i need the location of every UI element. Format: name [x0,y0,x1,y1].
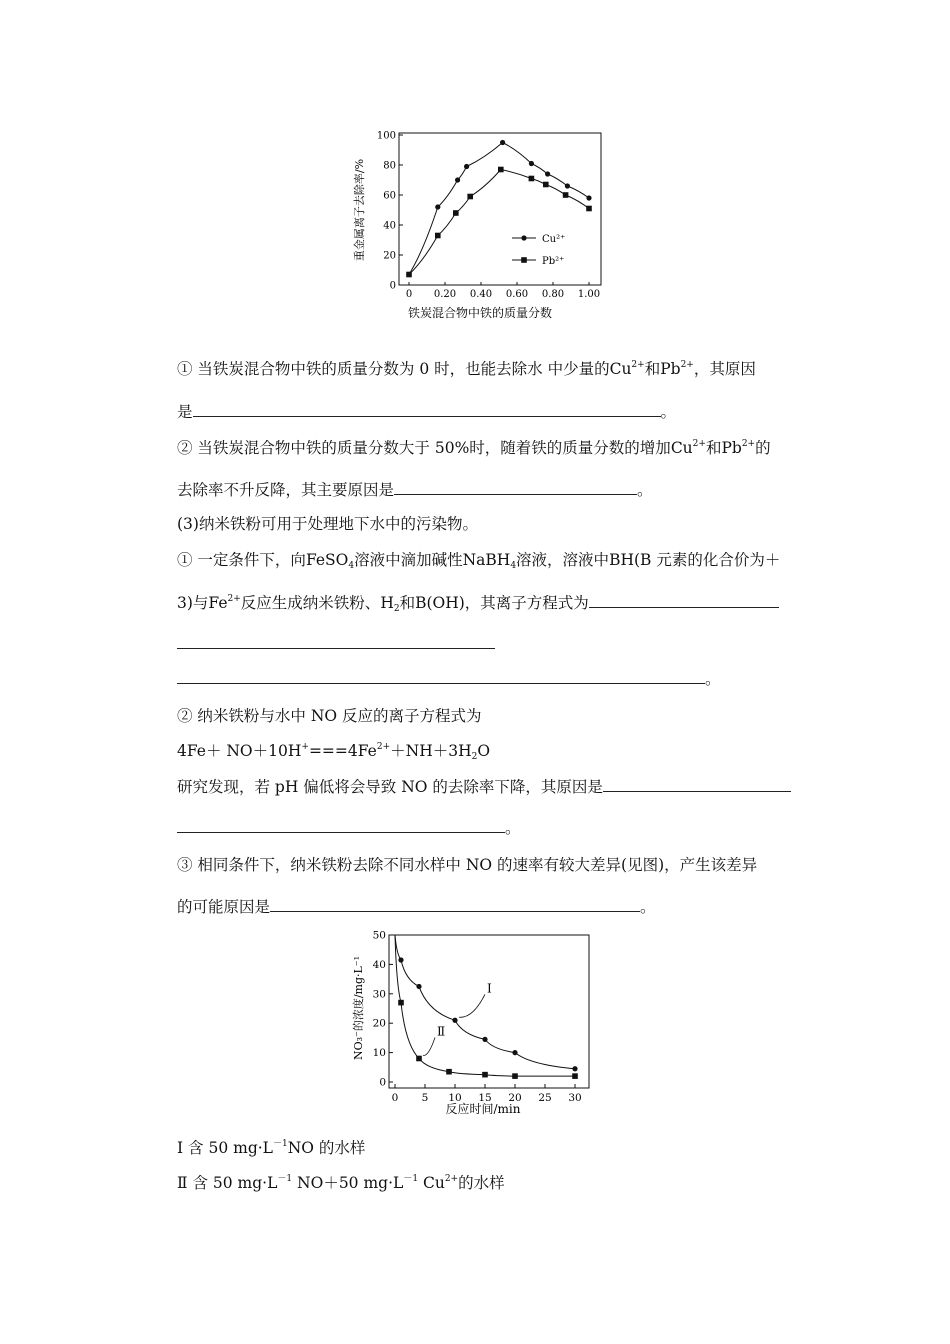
series-line [395,935,575,1076]
fe-charge: 2+ [227,594,241,604]
chart2-axes [373,930,589,1105]
data-point [452,1018,457,1023]
data-point [529,176,535,182]
chart1-frame [399,133,601,285]
answer-blank[interactable] [270,896,640,912]
q3-3-line1 [177,854,757,876]
q2-1-text: ① 当铁炭混合物中铁的质量分数为 0 时，也能去除水 中少量的 [177,360,610,378]
y-tick-label: 0 [379,1076,386,1089]
q3-2-line4 [177,817,521,839]
x-tick-label: 0.80 [541,289,565,300]
nabh4-formula: NaBH [462,551,511,569]
q2-2-line1 [177,437,771,459]
pb-charge: 2+ [741,439,756,449]
q3-3-text-b: 的可能原因是 [177,898,271,916]
x-tick-label: 15 [478,1092,492,1104]
subscript-2: 2 [393,604,400,614]
q3-1-text-d: 3)与 [177,594,209,612]
cu-symbol: Cu [609,360,632,378]
data-point [565,183,570,188]
note-1-a: Ⅰ 含 50 mg·L [177,1139,273,1157]
q2-1-line2 [177,401,676,423]
cu-charge: 2+ [692,439,706,449]
period: 。 [705,670,721,688]
y-tick-label: 100 [376,130,396,142]
feso4-formula: FeSO [305,551,349,569]
y-tick-label: 20 [372,1017,386,1030]
subscript-4: 4 [348,561,355,571]
q3-2-text: ② 纳米铁粉与水中 NO 反应的离子方程式为 [177,707,482,725]
fe-charge: 2+ [376,742,391,752]
data-point [416,984,421,989]
data-point [586,206,592,212]
eq-part-a: 4Fe＋ NO＋10H [177,742,302,760]
legend-marker [521,235,526,240]
data-point [398,1000,404,1006]
period: 。 [637,481,653,499]
q3-intro [177,513,478,535]
data-point [586,195,591,200]
data-point [446,1069,452,1075]
legend-label: Cu²⁺ [542,234,566,245]
eq-part-b: ===4Fe [308,742,377,760]
series-label-leader [459,994,485,1017]
q3-2-text-b: 研究发现，若 pH 偏低将会导致 NO 的去除率下降，其原因是 [177,778,603,796]
note-2 [177,1172,505,1194]
data-point [453,210,459,216]
note-1-b: NO 的水样 [287,1139,366,1157]
data-point [406,272,412,278]
x-tick-label: 0.40 [469,289,493,300]
q3-2-line1 [177,705,482,727]
x-tick-label: 20 [508,1092,522,1104]
h2-symbol: H [380,594,394,612]
y-tick-label: 20 [383,250,396,262]
answer-blank[interactable] [603,776,791,792]
bh-text: BH(B 元素的化合价为＋ [609,551,781,569]
pb-ion [660,360,694,378]
data-point [435,204,440,209]
answer-blank[interactable] [589,592,779,608]
q2-1-line2-text: 是 [177,403,193,421]
q3-1-text-c: 溶液，溶液中 [516,551,610,569]
data-point [435,233,441,239]
chart2-frame [389,935,589,1088]
period: 。 [505,819,521,837]
note-2-sup2: －1 [403,1174,419,1184]
q2-2-text: ② 当铁炭混合物中铁的质量分数大于 50%时，随着铁的质量分数的增加 [177,439,671,457]
note-2-d: 的水样 [458,1174,505,1192]
data-point [416,1056,422,1062]
answer-blank[interactable] [177,668,705,684]
data-point [467,194,473,200]
data-point [543,182,549,188]
answer-blank-line[interactable] [177,648,495,649]
and-text: 和 [399,594,416,612]
chart1-x-axis-label: 铁炭混合物中铁的质量分数 [407,306,553,320]
y-tick-label: 60 [383,190,396,202]
chart1-legend [512,234,565,267]
data-point [482,1072,488,1078]
y-tick-label: 50 [372,929,386,942]
cu-symbol: Cu [670,439,693,457]
cu-charge: 2+ [444,1174,459,1184]
x-tick-label: 0 [405,289,413,300]
eq-part-c: ＋NH＋3H [390,742,472,760]
chart2-series [395,935,578,1079]
q3-3-line2 [177,896,656,918]
q3-1-text-b: 溶液中滴加碱性 [354,551,463,569]
q3-1-text-a: ① 一定条件下，向 [177,551,306,569]
boh-text: B(OH)，其离子方程式为 [415,594,589,612]
pb-charge: 2+ [680,360,694,370]
data-point [512,1050,517,1055]
and-text: 和 [644,360,661,378]
x-tick-label: 10 [448,1092,462,1104]
pb-symbol: Pb [660,360,681,378]
eq-part-d: O [477,742,491,760]
cu-ion [610,360,645,378]
y-tick-label: 80 [383,160,396,172]
data-point [529,161,534,166]
data-point [572,1066,577,1071]
series-label: Ⅰ [487,981,492,996]
note-2-b: NO＋50 mg·L [292,1174,404,1192]
q3-1-line4 [177,668,721,690]
x-tick-label: 25 [538,1092,552,1104]
q2-2-line2-text: 去除率不升反降，其主要原因是 [177,481,395,499]
h-charge: + [301,742,309,752]
q2-1-line1 [177,358,756,380]
q3-3-text: ③ 相同条件下，纳米铁粉去除不同水样中 NO 的速率有较大差异(见图)，产生该差异 [177,856,758,874]
data-point [572,1073,578,1079]
chart1-y-axis-label: 重金属离子去除率/% [353,158,366,262]
x-tick-label: 5 [421,1092,429,1104]
q3-1-line2 [177,592,779,614]
series-label: Ⅱ [437,1024,446,1039]
fe-symbol: Fe [208,594,228,612]
legend-label: Pb²⁺ [542,256,565,267]
series-label-leader [423,1037,435,1055]
y-tick-label: 40 [372,958,386,971]
x-tick-label: 0 [391,1092,399,1104]
x-tick-label: 0.20 [433,289,457,300]
y-tick-label: 40 [383,220,396,232]
data-point [464,164,469,169]
q3-intro-text: (3)纳米铁粉可用于处理地下水中的污染物。 [177,515,478,533]
q2-2-line2 [177,479,653,501]
note-2-a: Ⅱ 含 50 mg·L [177,1174,278,1192]
data-point [512,1073,518,1079]
legend-marker [521,257,527,263]
y-tick-label: 30 [372,988,386,1001]
q2-2-tail: 的 [755,439,771,457]
y-tick-label: 0 [389,280,396,292]
period: 。 [660,403,677,421]
answer-blank[interactable] [177,817,505,833]
data-point [398,957,403,962]
data-point [500,140,505,145]
x-tick-label: 0.60 [505,289,529,300]
series-line [395,935,575,1069]
chart2-x-axis-label: 反应时间/min [445,1102,521,1116]
note-1-sup: －1 [272,1139,288,1149]
y-tick-label: 10 [372,1047,386,1060]
period: 。 [640,898,656,916]
note-2-c: Cu [418,1174,445,1192]
note-1 [177,1137,365,1159]
removal-rate-chart [340,120,610,325]
q3-2-line3 [177,776,791,798]
pb-symbol: Pb [721,439,742,457]
answer-blank[interactable] [193,401,661,417]
equation [177,740,490,762]
data-point [482,1037,487,1042]
data-point [563,192,569,198]
data-point [545,171,550,176]
answer-blank[interactable] [394,479,637,495]
cu-charge: 2+ [631,360,645,370]
q2-1-tail: ，其原因 [693,360,756,378]
data-point [498,167,504,173]
x-tick-label: 30 [568,1092,582,1104]
and-text: 和 [705,439,722,457]
nitrate-concentration-chart [350,925,610,1120]
note-2-sup: －1 [277,1174,293,1184]
chart2-y-axis-label: NO₃⁻的浓度/mg·L⁻¹ [352,955,365,1061]
x-tick-label: 1.00 [577,289,601,300]
subscript-4: 4 [510,561,517,571]
q3-1-line1 [177,549,780,571]
data-point [455,177,460,182]
subscript-2: 2 [471,752,478,762]
q3-1-text-e: 反应生成纳米铁粉、 [240,594,381,612]
